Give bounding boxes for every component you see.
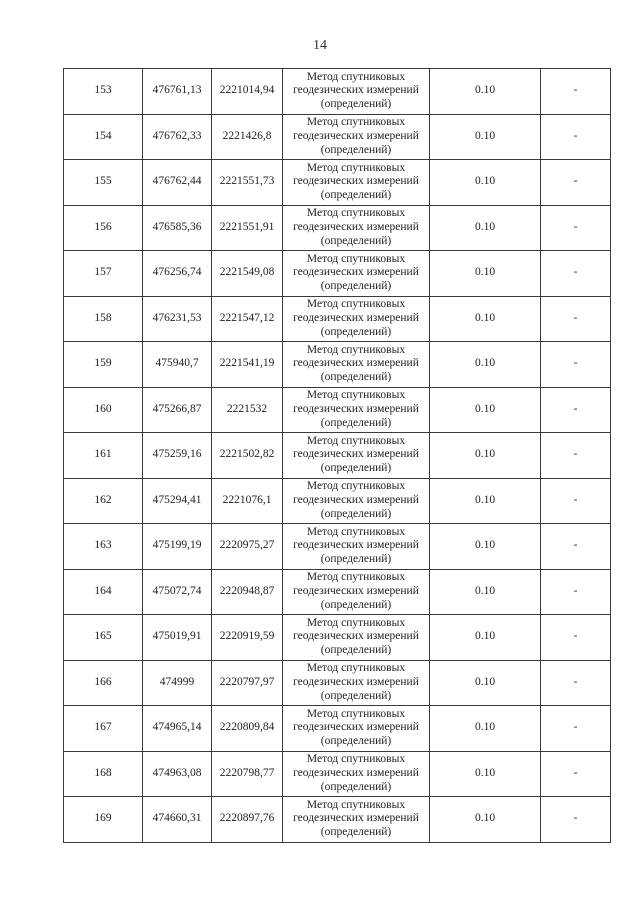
method-line: Метод спутниковых <box>306 207 406 220</box>
x-coordinate-cell: 475940,7 <box>143 342 212 388</box>
method-line: геодезических измерений <box>293 266 419 279</box>
point-number-cell: 167 <box>64 706 143 752</box>
method-line: (определений) <box>320 189 392 202</box>
method-line: (определений) <box>320 780 392 793</box>
method-line: Метод спутниковых <box>306 343 406 356</box>
method-line: Метод спутниковых <box>306 707 406 720</box>
y-coordinate-cell: 2221426,8 <box>212 114 283 160</box>
precision-cell: 0.10 <box>430 615 541 661</box>
x-coordinate-cell: 474999 <box>143 660 212 706</box>
y-coordinate-cell: 2221076,1 <box>212 478 283 524</box>
y-coordinate-cell: 2220975,27 <box>212 524 283 570</box>
y-coordinate-cell: 2221551,73 <box>212 160 283 206</box>
method-line: Метод спутниковых <box>306 298 406 311</box>
note-cell: - <box>541 478 611 524</box>
note-cell: - <box>541 615 611 661</box>
table-row <box>64 706 611 752</box>
x-coordinate-cell: 476256,74 <box>143 251 212 297</box>
method-line: геодезических измерений <box>293 175 419 188</box>
method-line: Метод спутниковых <box>306 434 406 447</box>
method-line: (определений) <box>320 416 392 429</box>
method-line: Метод спутниковых <box>306 798 406 811</box>
point-number-cell: 165 <box>64 615 143 661</box>
x-coordinate-cell: 476585,36 <box>143 205 212 251</box>
y-coordinate-cell: 2221549,08 <box>212 251 283 297</box>
method-cell <box>283 706 430 752</box>
method-line: геодезических измерений <box>293 812 419 825</box>
method-line: Метод спутниковых <box>306 70 406 83</box>
point-number-cell: 158 <box>64 296 143 342</box>
note-cell: - <box>541 706 611 752</box>
note-cell: - <box>541 569 611 615</box>
precision-cell: 0.10 <box>430 706 541 752</box>
x-coordinate-cell: 474963,08 <box>143 751 212 797</box>
precision-cell: 0.10 <box>430 569 541 615</box>
method-cell <box>283 433 430 479</box>
x-coordinate-cell: 474965,14 <box>143 706 212 752</box>
point-number-cell: 168 <box>64 751 143 797</box>
note-cell: - <box>541 524 611 570</box>
precision-cell: 0.10 <box>430 342 541 388</box>
precision-cell: 0.10 <box>430 387 541 433</box>
table-row <box>64 114 611 160</box>
method-line: геодезических измерений <box>293 630 419 643</box>
table-row <box>64 797 611 843</box>
table-row <box>64 69 611 115</box>
method-line: геодезических измерений <box>293 311 419 324</box>
method-cell <box>283 296 430 342</box>
y-coordinate-cell: 2221541,19 <box>212 342 283 388</box>
precision-cell: 0.10 <box>430 797 541 843</box>
x-coordinate-cell: 476762,33 <box>143 114 212 160</box>
precision-cell: 0.10 <box>430 251 541 297</box>
method-line: геодезических измерений <box>293 721 419 734</box>
precision-cell: 0.10 <box>430 205 541 251</box>
point-number-cell: 156 <box>64 205 143 251</box>
method-line: (определений) <box>320 507 392 520</box>
point-number-cell: 160 <box>64 387 143 433</box>
method-cell <box>283 797 430 843</box>
note-cell: - <box>541 797 611 843</box>
method-line: (определений) <box>320 553 392 566</box>
note-cell: - <box>541 296 611 342</box>
y-coordinate-cell: 2221532 <box>212 387 283 433</box>
method-cell <box>283 160 430 206</box>
point-number-cell: 162 <box>64 478 143 524</box>
y-coordinate-cell: 2220897,76 <box>212 797 283 843</box>
method-cell <box>283 69 430 115</box>
method-line: (определений) <box>320 234 392 247</box>
table-row <box>64 387 611 433</box>
method-cell <box>283 251 430 297</box>
method-line: (определений) <box>320 280 392 293</box>
point-number-cell: 157 <box>64 251 143 297</box>
coordinates-table <box>63 68 611 843</box>
method-line: (определений) <box>320 325 392 338</box>
method-line: Метод спутниковых <box>306 616 406 629</box>
method-line: (определений) <box>320 143 392 156</box>
table-row <box>64 296 611 342</box>
y-coordinate-cell: 2220948,87 <box>212 569 283 615</box>
x-coordinate-cell: 475294,41 <box>143 478 212 524</box>
table-row <box>64 615 611 661</box>
x-coordinate-cell: 475072,74 <box>143 569 212 615</box>
precision-cell: 0.10 <box>430 478 541 524</box>
method-line: Метод спутниковых <box>306 571 406 584</box>
method-line: Метод спутниковых <box>306 753 406 766</box>
method-cell <box>283 524 430 570</box>
point-number-cell: 163 <box>64 524 143 570</box>
note-cell: - <box>541 205 611 251</box>
method-cell <box>283 205 430 251</box>
method-line: геодезических измерений <box>293 766 419 779</box>
point-number-cell: 153 <box>64 69 143 115</box>
note-cell: - <box>541 251 611 297</box>
table-row <box>64 524 611 570</box>
method-line: (определений) <box>320 98 392 111</box>
table-row <box>64 342 611 388</box>
method-line: (определений) <box>320 371 392 384</box>
method-line: геодезических измерений <box>293 584 419 597</box>
method-line: геодезических измерений <box>293 675 419 688</box>
note-cell: - <box>541 660 611 706</box>
point-number-cell: 155 <box>64 160 143 206</box>
method-line: Метод спутниковых <box>306 525 406 538</box>
x-coordinate-cell: 474660,31 <box>143 797 212 843</box>
y-coordinate-cell: 2220797,97 <box>212 660 283 706</box>
y-coordinate-cell: 2220919,59 <box>212 615 283 661</box>
point-number-cell: 159 <box>64 342 143 388</box>
y-coordinate-cell: 2221551,91 <box>212 205 283 251</box>
method-cell <box>283 615 430 661</box>
method-line: Метод спутниковых <box>306 662 406 675</box>
precision-cell: 0.10 <box>430 114 541 160</box>
note-cell: - <box>541 160 611 206</box>
page-number: 14 <box>313 38 327 53</box>
method-line: Метод спутниковых <box>306 252 406 265</box>
table-row <box>64 478 611 524</box>
y-coordinate-cell: 2220809,84 <box>212 706 283 752</box>
point-number-cell: 164 <box>64 569 143 615</box>
table-row <box>64 205 611 251</box>
method-line: (определений) <box>320 598 392 611</box>
y-coordinate-cell: 2221502,82 <box>212 433 283 479</box>
point-number-cell: 169 <box>64 797 143 843</box>
precision-cell: 0.10 <box>430 524 541 570</box>
point-number-cell: 166 <box>64 660 143 706</box>
method-cell <box>283 114 430 160</box>
method-line: геодезических измерений <box>293 357 419 370</box>
method-line: (определений) <box>320 735 392 748</box>
table-row <box>64 751 611 797</box>
method-line: геодезических измерений <box>293 84 419 97</box>
method-line: геодезических измерений <box>293 402 419 415</box>
method-line: (определений) <box>320 462 392 475</box>
method-cell <box>283 342 430 388</box>
y-coordinate-cell: 2221547,12 <box>212 296 283 342</box>
method-line: (определений) <box>320 644 392 657</box>
note-cell: - <box>541 433 611 479</box>
y-coordinate-cell: 2221014,94 <box>212 69 283 115</box>
x-coordinate-cell: 476231,53 <box>143 296 212 342</box>
note-cell: - <box>541 69 611 115</box>
method-line: Метод спутниковых <box>306 116 406 129</box>
method-cell <box>283 660 430 706</box>
method-cell <box>283 478 430 524</box>
precision-cell: 0.10 <box>430 69 541 115</box>
note-cell: - <box>541 342 611 388</box>
note-cell: - <box>541 751 611 797</box>
table-row <box>64 160 611 206</box>
point-number-cell: 161 <box>64 433 143 479</box>
coordinates-table-body <box>64 69 611 843</box>
method-line: геодезических измерений <box>293 448 419 461</box>
method-line: Метод спутниковых <box>306 161 406 174</box>
x-coordinate-cell: 475199,19 <box>143 524 212 570</box>
note-cell: - <box>541 387 611 433</box>
point-number-cell: 154 <box>64 114 143 160</box>
x-coordinate-cell: 475266,87 <box>143 387 212 433</box>
method-cell <box>283 751 430 797</box>
method-line: Метод спутниковых <box>306 389 406 402</box>
precision-cell: 0.10 <box>430 296 541 342</box>
table-row <box>64 433 611 479</box>
precision-cell: 0.10 <box>430 660 541 706</box>
method-line: (определений) <box>320 826 392 839</box>
precision-cell: 0.10 <box>430 433 541 479</box>
note-cell: - <box>541 114 611 160</box>
precision-cell: 0.10 <box>430 751 541 797</box>
y-coordinate-cell: 2220798,77 <box>212 751 283 797</box>
table-row <box>64 660 611 706</box>
method-line: геодезических измерений <box>293 129 419 142</box>
method-line: Метод спутниковых <box>306 480 406 493</box>
method-cell <box>283 569 430 615</box>
x-coordinate-cell: 476762,44 <box>143 160 212 206</box>
method-line: геодезических измерений <box>293 539 419 552</box>
table-row <box>64 569 611 615</box>
x-coordinate-cell: 475019,91 <box>143 615 212 661</box>
x-coordinate-cell: 476761,13 <box>143 69 212 115</box>
method-line: геодезических измерений <box>293 493 419 506</box>
precision-cell: 0.10 <box>430 160 541 206</box>
method-cell <box>283 387 430 433</box>
method-line: геодезических измерений <box>293 220 419 233</box>
x-coordinate-cell: 475259,16 <box>143 433 212 479</box>
method-line: (определений) <box>320 689 392 702</box>
table-row <box>64 251 611 297</box>
